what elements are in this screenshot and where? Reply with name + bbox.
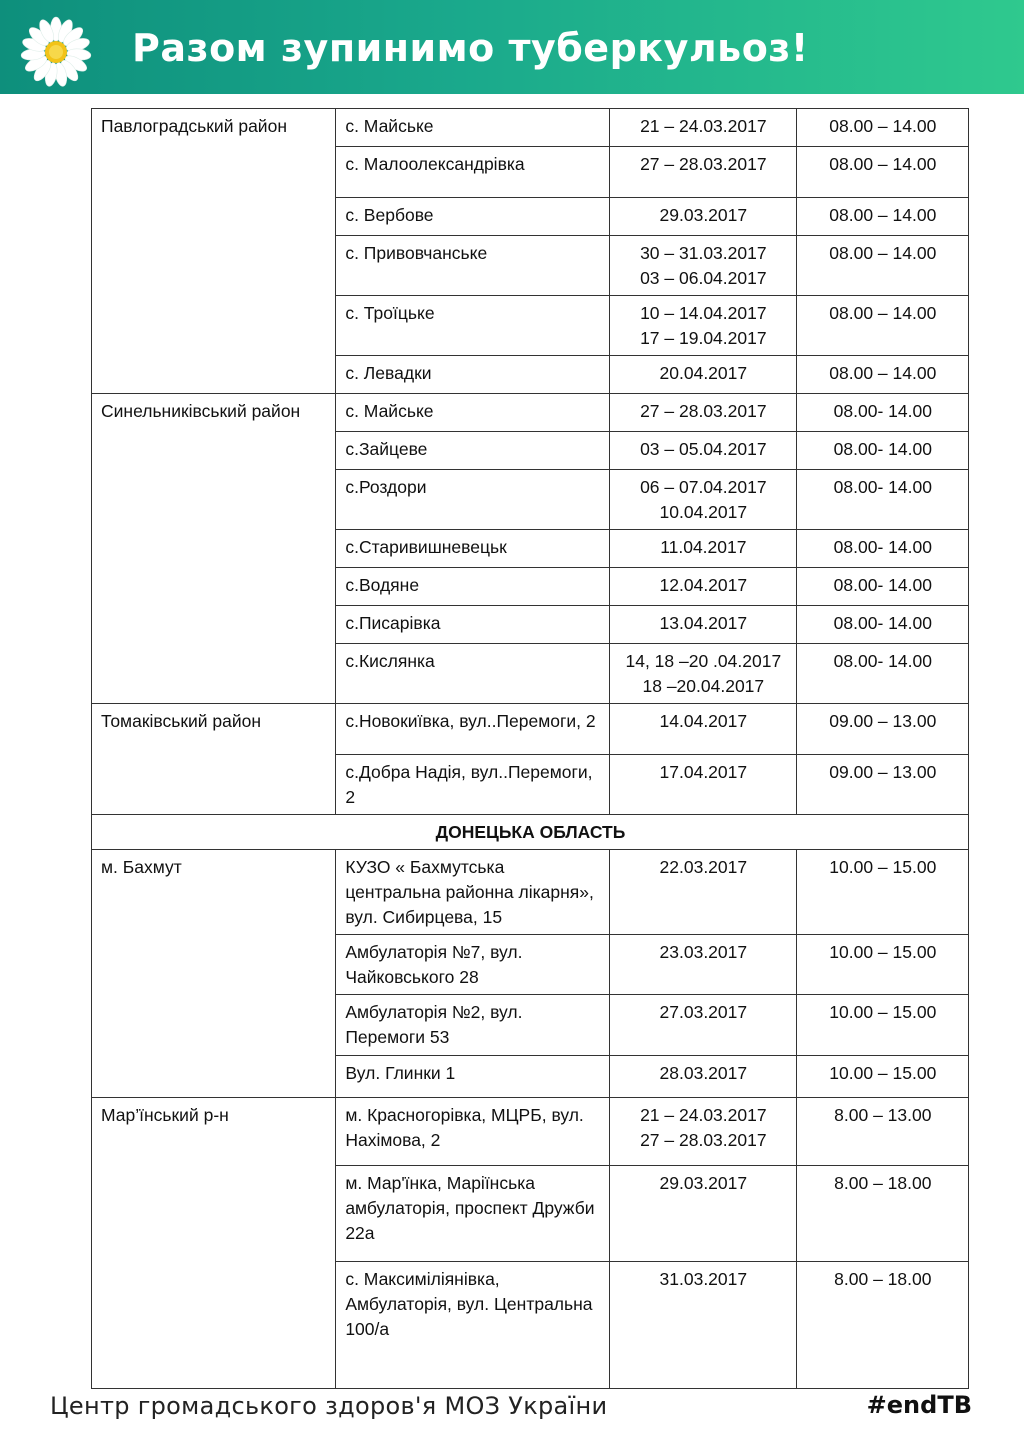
time-cell: 10.00 – 15.00: [796, 1056, 968, 1098]
date-line: 21 – 24.03.2017: [640, 1105, 767, 1125]
table-row: [92, 1098, 969, 1166]
time-cell: 08.00- 14.00: [796, 606, 968, 644]
time-cell: 8.00 – 13.00: [796, 1098, 968, 1166]
date-cell: [610, 432, 797, 470]
date-cell: [610, 850, 797, 935]
place-cell: с.Водяне: [336, 568, 610, 606]
date-cell: [610, 1262, 797, 1389]
time-cell: 8.00 – 18.00: [796, 1166, 968, 1262]
date-cell: [610, 470, 797, 530]
place-cell: Вул. Глинки 1: [336, 1056, 610, 1098]
time-cell: 09.00 – 13.00: [796, 755, 968, 815]
time-cell: 08.00 – 14.00: [796, 296, 968, 356]
date-cell: [610, 755, 797, 815]
region-heading: ДОНЕЦЬКА ОБЛАСТЬ: [92, 815, 969, 850]
date-line: 10 – 14.04.2017: [640, 303, 767, 323]
district-cell: м. Бахмут: [92, 850, 336, 1098]
time-cell: 08.00 – 14.00: [796, 147, 968, 198]
place-cell: с.Добра Надія, вул..Перемоги, 2: [336, 755, 610, 815]
time-cell: 8.00 – 18.00: [796, 1262, 968, 1389]
date-line: 17 – 19.04.2017: [640, 328, 767, 348]
date-cell: [610, 1056, 797, 1098]
date-line: 11.04.2017: [660, 537, 747, 557]
time-cell: 08.00- 14.00: [796, 530, 968, 568]
date-line: 03 – 06.04.2017: [640, 268, 767, 288]
footer-organization: Центр громадського здоров'я МОЗ України: [50, 1392, 608, 1420]
date-cell: [610, 147, 797, 198]
district-cell: Павлоградський район: [92, 109, 336, 394]
place-cell: с. Левадки: [336, 356, 610, 394]
place-cell: с.Кислянка: [336, 644, 610, 704]
date-cell: [610, 568, 797, 606]
date-cell: [610, 995, 797, 1056]
date-cell: [610, 1166, 797, 1262]
place-cell: с. Троїцьке: [336, 296, 610, 356]
footer-hashtag: #endTB: [866, 1391, 972, 1419]
date-line: 03 – 05.04.2017: [640, 439, 767, 459]
date-line: 28.03.2017: [659, 1063, 748, 1083]
place-cell: с.Новокиївка, вул..Перемоги, 2: [336, 704, 610, 755]
date-line: 29.03.2017: [659, 205, 748, 225]
date-cell: [610, 394, 797, 432]
place-cell: с.Писарівка: [336, 606, 610, 644]
time-cell: 08.00 – 14.00: [796, 236, 968, 296]
place-cell: м. Красногорівка, МЦРБ, вул. Нахімова, 2: [336, 1098, 610, 1166]
date-line: 06 – 07.04.2017: [640, 477, 767, 497]
date-line: 13.04.2017: [659, 613, 748, 633]
date-line: 12.04.2017: [659, 575, 748, 595]
date-line: 17.04.2017: [659, 762, 748, 782]
date-cell: [610, 644, 797, 704]
time-cell: 09.00 – 13.00: [796, 704, 968, 755]
time-cell: 08.00- 14.00: [796, 568, 968, 606]
place-cell: с. Привовчанське: [336, 236, 610, 296]
place-cell: КУЗО « Бахмутська центральна районна лікарня», вул. Сибирцева, 15: [336, 850, 610, 935]
date-line: 18 –20.04.2017: [642, 676, 765, 696]
time-cell: 10.00 – 15.00: [796, 850, 968, 935]
date-cell: [610, 935, 797, 995]
table-row: [92, 850, 969, 935]
date-line: 27 – 28.03.2017: [640, 1130, 767, 1150]
time-cell: 10.00 – 15.00: [796, 995, 968, 1056]
date-line: 14, 18 –20 .04.2017: [625, 651, 782, 671]
header-banner: [0, 0, 1024, 94]
place-cell: с. Малоолександрівка: [336, 147, 610, 198]
time-cell: 08.00- 14.00: [796, 644, 968, 704]
date-line: 27 – 28.03.2017: [640, 154, 767, 174]
date-cell: [610, 236, 797, 296]
table-row: [92, 109, 969, 147]
date-line: 22.03.2017: [659, 857, 748, 877]
district-cell: Мар’їнський р-н: [92, 1098, 336, 1389]
date-cell: [610, 1098, 797, 1166]
time-cell: 08.00 – 14.00: [796, 198, 968, 236]
date-cell: [610, 296, 797, 356]
date-line: 27 – 28.03.2017: [640, 401, 767, 421]
date-cell: [610, 198, 797, 236]
place-cell: Амбулаторія №2, вул. Перемоги 53: [336, 995, 610, 1056]
date-line: 21 – 24.03.2017: [640, 116, 767, 136]
time-cell: 10.00 – 15.00: [796, 935, 968, 995]
date-cell: [610, 530, 797, 568]
region-heading-row: [92, 815, 969, 850]
table-row: [92, 394, 969, 432]
date-cell: [610, 109, 797, 147]
date-line: 29.03.2017: [659, 1173, 748, 1193]
place-cell: с.Роздори: [336, 470, 610, 530]
time-cell: 08.00 – 14.00: [796, 356, 968, 394]
time-cell: 08.00 – 14.00: [796, 109, 968, 147]
date-line: 23.03.2017: [659, 942, 748, 962]
date-cell: [610, 356, 797, 394]
schedule-table-body: [92, 109, 969, 1389]
place-cell: Амбулаторія №7, вул. Чайковського 28: [336, 935, 610, 995]
time-cell: 08.00- 14.00: [796, 394, 968, 432]
time-cell: 08.00- 14.00: [796, 432, 968, 470]
place-cell: с. Вербове: [336, 198, 610, 236]
date-cell: [610, 606, 797, 644]
district-cell: Томаківський район: [92, 704, 336, 815]
date-line: 14.04.2017: [659, 711, 748, 731]
date-cell: [610, 704, 797, 755]
banner-title: Разом зупинимо туберкульоз!: [132, 26, 809, 70]
place-cell: с. Майське: [336, 109, 610, 147]
date-line: 31.03.2017: [659, 1269, 748, 1289]
time-cell: 08.00- 14.00: [796, 470, 968, 530]
place-cell: с.Зайцеве: [336, 432, 610, 470]
table-row: [92, 704, 969, 755]
schedule-table: [91, 108, 969, 1389]
date-line: 27.03.2017: [659, 1002, 748, 1022]
place-cell: с.Старивишневецьк: [336, 530, 610, 568]
date-line: 20.04.2017: [659, 363, 748, 383]
place-cell: с. Максиміліянівка, Амбулаторія, вул. Центральна 100/а: [336, 1262, 610, 1389]
place-cell: с. Майське: [336, 394, 610, 432]
daisy-flower-icon: [20, 16, 92, 88]
date-line: 30 – 31.03.2017: [640, 243, 767, 263]
place-cell: м. Мар'їнка, Маріїнська амбулаторія, проспект Дружби 22а: [336, 1166, 610, 1262]
date-line: 10.04.2017: [659, 502, 748, 522]
district-cell: Синельниківський район: [92, 394, 336, 704]
